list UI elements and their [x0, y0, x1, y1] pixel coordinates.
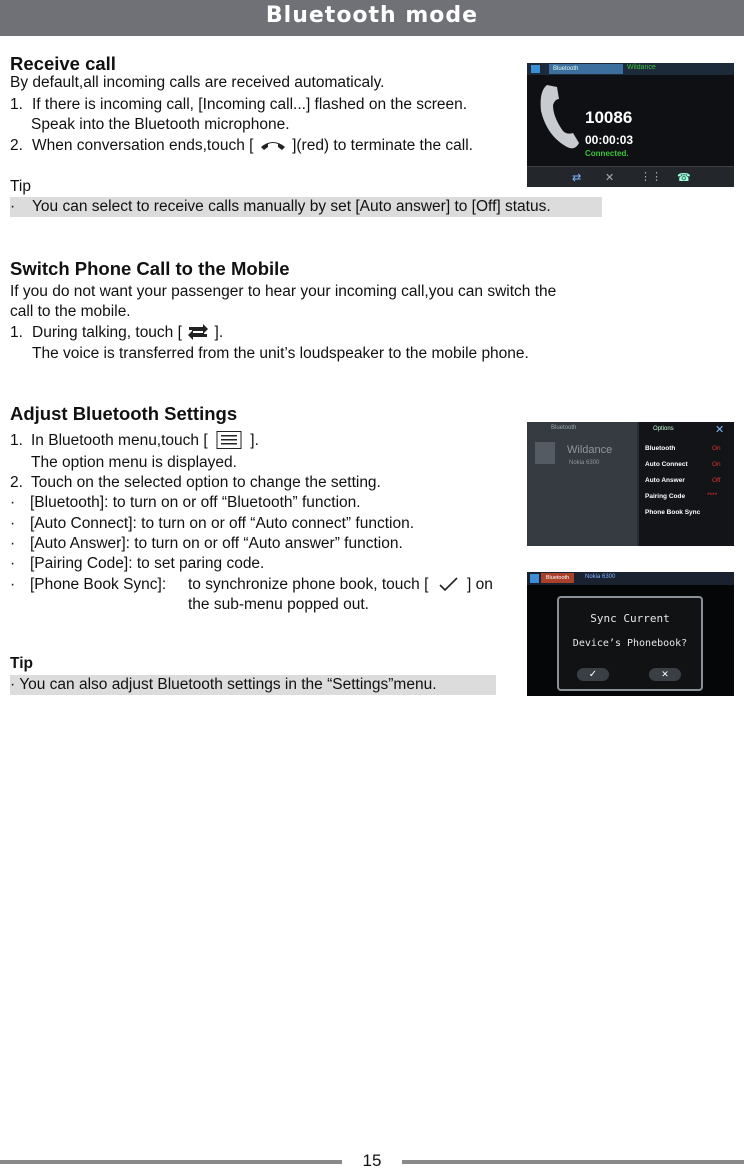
bluetooth-logo-icon: [530, 574, 539, 583]
switch-call-intro1: If you do not want your passenger to hear your incoming call,you can switch the: [10, 283, 557, 300]
adjust-step1-post: ].: [250, 432, 259, 449]
call-timer: 00:00:03: [585, 133, 634, 147]
options-screen-device: Nokia 6300: [569, 460, 600, 466]
sync-dialog-line2: Device’s Phonebook?: [572, 638, 688, 649]
options-panel-title: Options: [653, 426, 674, 432]
phone-book-pre: to synchronize phone book, touch [: [188, 576, 429, 593]
sync-dialog-line1: Sync Current: [590, 612, 670, 625]
call-number: 10086: [585, 108, 633, 127]
adjust-tip-label: Tip: [10, 655, 33, 672]
receive-step1-text2: Speak into the Bluetooth microphone.: [31, 116, 290, 133]
bullet: ·: [10, 576, 16, 593]
footer-rule-left: [0, 1160, 342, 1164]
close-icon[interactable]: ✕: [715, 424, 725, 436]
mute-icon[interactable]: ✕: [605, 172, 615, 184]
call-screen-toolbar: [527, 166, 734, 187]
receive-call-heading: Receive call: [10, 53, 116, 74]
receive-call-intro: By default,all incoming calls are received automaticaly.: [10, 74, 385, 91]
footer-rule-right: [402, 1160, 744, 1164]
option-auto-connect-value: On: [712, 461, 721, 468]
sync-confirm-button[interactable]: ✓: [577, 668, 609, 681]
transfer-icon: [186, 323, 210, 341]
receive-tip-bullet: ·: [10, 198, 16, 215]
call-status: Connected.: [585, 149, 629, 158]
sync-cancel-button[interactable]: ✕: [649, 668, 681, 681]
options-screen-tab: Bluetooth: [551, 425, 577, 431]
adjust-step1-pre: In Bluetooth menu,touch [: [31, 432, 208, 449]
option-pairing-code-label[interactable]: Pairing Code: [645, 493, 686, 500]
call-screen-name: Wildance: [627, 64, 656, 71]
option-bluetooth-value: On: [712, 445, 721, 452]
options-screen-background: [527, 422, 637, 546]
bullet: ·: [10, 515, 16, 532]
bullet: ·: [10, 555, 16, 572]
switch-call-heading: Switch Phone Call to the Mobile: [10, 258, 290, 279]
contact-icon: [535, 442, 555, 464]
page-number: 15: [362, 1151, 382, 1170]
sync-screen-device: Nokia 6300: [585, 574, 616, 580]
hang-up-icon: [258, 136, 288, 154]
options-panel: [639, 422, 734, 546]
receive-step1-text: If there is incoming call, [Incoming call...] flashed on the screen.: [32, 96, 468, 113]
setting-item-auto-answer: [Auto Answer]: to turn on or off “Auto answer” function.: [30, 535, 403, 552]
sync-screen-tab: Bluetooth: [541, 573, 574, 583]
bullet: ·: [10, 494, 16, 511]
adjust-step1-text: [31, 431, 259, 451]
receive-tip-label: Tip: [10, 178, 31, 195]
switch-step1-pre: During talking, touch [: [32, 324, 182, 341]
setting-item-pairing-code: [Pairing Code]: to set paring code.: [30, 555, 265, 572]
check-icon: [433, 575, 463, 593]
receive-tip-text: You can select to receive calls manually by set [Auto answer] to [Off] status.: [32, 198, 551, 215]
switch-step1-num: 1.: [10, 324, 23, 341]
adjust-settings-heading: Adjust Bluetooth Settings: [10, 403, 238, 424]
setting-item-phone-book-text2: the sub-menu popped out.: [188, 596, 369, 613]
switch-step1-text: [32, 323, 223, 343]
receive-step2-post: ](red) to terminate the call.: [292, 137, 473, 154]
adjust-step1-num: 1.: [10, 432, 23, 449]
adjust-step2-num: 2.: [10, 474, 23, 491]
end-call-icon[interactable]: ☎: [677, 172, 691, 184]
call-screen-tab: Bluetooth: [549, 64, 623, 74]
setting-item-auto-connect: [Auto Connect]: to turn on or off “Auto connect” function.: [30, 515, 414, 532]
menu-list-icon: [212, 431, 246, 449]
adjust-step2-text: Touch on the selected option to change the setting.: [31, 474, 381, 491]
options-screen-image: [527, 422, 734, 546]
setting-item-bluetooth: [Bluetooth]: to turn on or off “Bluetooth” function.: [30, 494, 361, 511]
receive-step2-text: [32, 136, 473, 156]
phone-book-post: ] on: [467, 576, 493, 593]
option-phone-book-sync-label[interactable]: Phone Book Sync: [645, 509, 701, 516]
switch-icon[interactable]: ⇄: [572, 172, 582, 184]
switch-step1-post: ].: [214, 324, 224, 341]
adjust-tip-text: · You can also adjust Bluetooth settings in the “Settings”menu.: [10, 676, 437, 693]
option-auto-answer-value: Off: [712, 477, 721, 484]
setting-item-phone-book-text: [188, 575, 493, 595]
receive-step2-pre: When conversation ends,touch [: [32, 137, 254, 154]
option-pairing-code-value: ****: [707, 492, 718, 499]
bluetooth-logo-icon: [531, 65, 540, 73]
switch-call-intro2: call to the mobile.: [10, 303, 131, 320]
bullet: ·: [10, 535, 16, 552]
keypad-icon[interactable]: ⋮⋮: [640, 171, 662, 183]
adjust-step1-text2: The option menu is displayed.: [31, 454, 237, 471]
call-screen-image: [527, 63, 734, 187]
sync-dialog-screen-image: [527, 572, 734, 696]
receive-step2-num: 2.: [10, 137, 23, 154]
setting-item-phone-book-label: [Phone Book Sync]:: [30, 576, 167, 593]
switch-step1-text2: The voice is transferred from the unit’s loudspeaker to the mobile phone.: [32, 345, 529, 362]
receive-step1-num: 1.: [10, 96, 23, 113]
handset-icon: [537, 81, 582, 156]
option-bluetooth-label[interactable]: Bluetooth: [645, 445, 676, 452]
options-screen-name: Wildance: [567, 444, 613, 456]
option-auto-answer-label[interactable]: Auto Answer: [645, 477, 685, 484]
option-auto-connect-label[interactable]: Auto Connect: [645, 461, 688, 468]
page-title: Bluetooth mode: [265, 3, 479, 28]
